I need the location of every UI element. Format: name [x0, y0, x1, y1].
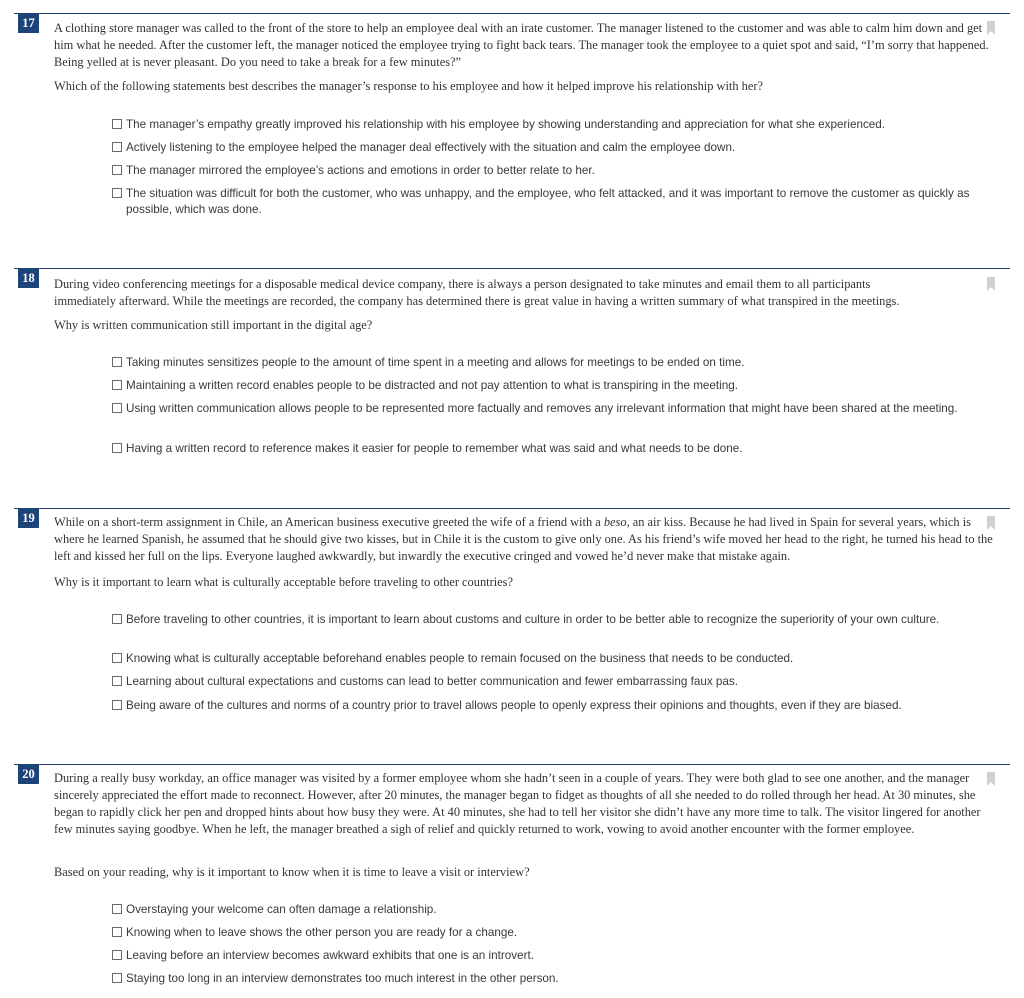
checkbox[interactable] — [112, 380, 122, 390]
answer-option[interactable] — [112, 401, 988, 417]
checkbox[interactable] — [112, 950, 122, 960]
answer-option-text: Taking minutes sensitizes people to the amount of time spent in a meeting and allows for meetings to be ended on time. — [126, 356, 745, 369]
checkbox[interactable] — [112, 653, 122, 663]
answer-option[interactable] — [112, 186, 988, 218]
answer-option-text: Knowing when to leave shows the other person you are ready for a change. — [126, 926, 518, 939]
question-passage: During video conferencing meetings for a disposable medical device company, there is always a person designated to take minutes and email them to all participants immediately afterward. While the meetings are recorded, the company has determined there is great value in having a written summary of what transpired in the meetings. — [54, 277, 900, 308]
answer-option[interactable] — [112, 902, 988, 918]
checkbox[interactable] — [112, 676, 122, 686]
answer-option-text: Using written communication allows people to be represented more factually and removes any irrelevant information that might have been shared at the meeting. — [126, 402, 958, 415]
question-prompt: Why is it important to learn what is culturally acceptable before traveling to other countries? — [54, 575, 513, 589]
passage-text: While on a short-term assignment in Chile, an American business executive greeted the wife of a friend with a — [54, 515, 604, 529]
passage-text: , an air kiss. Because he had lived in Spain for several years, which is where he learned Spanish, he assumed that he should give two kisses, but in Chile it is the custom to give only one. As his friend’s wife moved her head to the right, he turned his head to the left and kissed her full on the lips. Everyone laughed awkwardly, but inwardly the executive cringed and vowed he’d never make that mistake again. — [54, 515, 993, 563]
answer-option[interactable] — [112, 140, 988, 156]
question-prompt: Which of the following statements best describes the manager’s response to his employee and how it helped improve his relationship with her? — [54, 79, 763, 93]
answer-option[interactable] — [112, 925, 988, 941]
checkbox[interactable] — [112, 165, 122, 175]
answer-option-text: Having a written record to reference makes it easier for people to remember what was said and what needs to be done. — [126, 442, 743, 455]
checkbox[interactable] — [112, 357, 122, 367]
answer-option[interactable] — [112, 163, 988, 179]
question-number-badge: 18 — [18, 268, 39, 288]
checkbox[interactable] — [112, 700, 122, 710]
checkbox[interactable] — [112, 927, 122, 937]
checkbox[interactable] — [112, 973, 122, 983]
question-divider — [14, 764, 1010, 765]
answer-option-text: Overstaying your welcome can often damage a relationship. — [126, 903, 437, 916]
answer-option[interactable] — [112, 441, 988, 457]
question-divider — [14, 268, 1010, 269]
answer-option[interactable] — [112, 674, 988, 690]
answer-option-text: Leaving before an interview becomes awkward exhibits that one is an introvert. — [126, 949, 534, 962]
checkbox[interactable] — [112, 119, 122, 129]
answer-option[interactable] — [112, 651, 988, 667]
answer-option-text: The situation was difficult for both the customer, who was unhappy, and the employee, who felt attacked, and it was important to remove the customer as quickly as possible, which was done. — [126, 187, 970, 216]
question-number-badge: 20 — [18, 764, 39, 784]
answer-option[interactable] — [112, 948, 988, 964]
answer-option-text: Maintaining a written record enables people to be distracted and not pay attention to what is transpiring in the meeting. — [126, 379, 739, 392]
answer-option-text: Learning about cultural expectations and customs can lead to better communication and fewer embarrassing faux pas. — [126, 675, 738, 688]
answer-option-text: Before traveling to other countries, it is important to learn about customs and culture in order to be better able to recognize the superiority of your own culture. — [126, 613, 940, 626]
passage-italic-term: beso — [603, 515, 627, 529]
question-passage: A clothing store manager was called to the front of the store to help an employee deal with an irate customer. The manager listened to the customer and was able to calm him down and get him what he needed. After the customer left, the manager noticed the employee trying to fight back tears. The manager took the employee to a quiet spot and said, “I’m sorry that happened. Being yelled at is never pleasant. Do you need to take a break for a few minutes?” — [54, 21, 989, 69]
answer-option[interactable] — [112, 698, 988, 714]
question-passage — [54, 514, 996, 565]
question-number-badge: 19 — [18, 508, 39, 528]
question-passage: During a really busy workday, an office manager was visited by a former employee whom she hadn’t seen in a couple of years. They were both glad to see one another, and the manager sincerely appreciated the effort made to reconnect. However, after 20 minutes, the manager began to fidget as thoughts of all she needed to do rolled through her head. At 30 minutes, she began to rapidly click her pen and dropped hints about how busy they were. At 40 minutes, she had to tell her visitor she didn’t have any more time to talk. The visitor lingered for another few minutes saying goodbye. When he left, the manager breathed a sigh of relief and quickly returned to work, vowing to avoid another encounter with the former employee. — [54, 771, 981, 836]
question-prompt: Why is written communication still important in the digital age? — [54, 318, 373, 332]
answer-option-text: The manager’s empathy greatly improved his relationship with his employee by showing understanding and appreciation for what she experienced. — [126, 118, 886, 131]
checkbox[interactable] — [112, 614, 122, 624]
answer-option[interactable] — [112, 612, 988, 628]
checkbox[interactable] — [112, 142, 122, 152]
answer-option[interactable] — [112, 378, 988, 394]
question-divider — [14, 508, 1010, 509]
question-divider — [14, 13, 1010, 14]
answer-option-text: Being aware of the cultures and norms of a country prior to travel allows people to openly express their opinions and thoughts, even if they are biased. — [126, 699, 902, 712]
checkbox[interactable] — [112, 403, 122, 413]
checkbox[interactable] — [112, 188, 122, 198]
question-prompt: Based on your reading, why is it important to know when it is time to leave a visit or interview? — [54, 865, 530, 879]
answer-option-text: Staying too long in an interview demonstrates too much interest in the other person. — [126, 972, 559, 985]
answer-option[interactable] — [112, 117, 988, 133]
answer-option[interactable] — [112, 355, 988, 371]
checkbox[interactable] — [112, 443, 122, 453]
bookmark-icon[interactable] — [987, 277, 995, 291]
answer-option-text: Actively listening to the employee helped the manager deal effectively with the situation and calm the employee down. — [126, 141, 736, 154]
checkbox[interactable] — [112, 904, 122, 914]
answer-option[interactable] — [112, 971, 988, 987]
question-number-badge: 17 — [18, 13, 39, 33]
answer-option-text: Knowing what is culturally acceptable beforehand enables people to remain focused on the business that needs to be conducted. — [126, 652, 794, 665]
answer-option-text: The manager mirrored the employee’s actions and emotions in order to better relate to her. — [126, 164, 595, 177]
